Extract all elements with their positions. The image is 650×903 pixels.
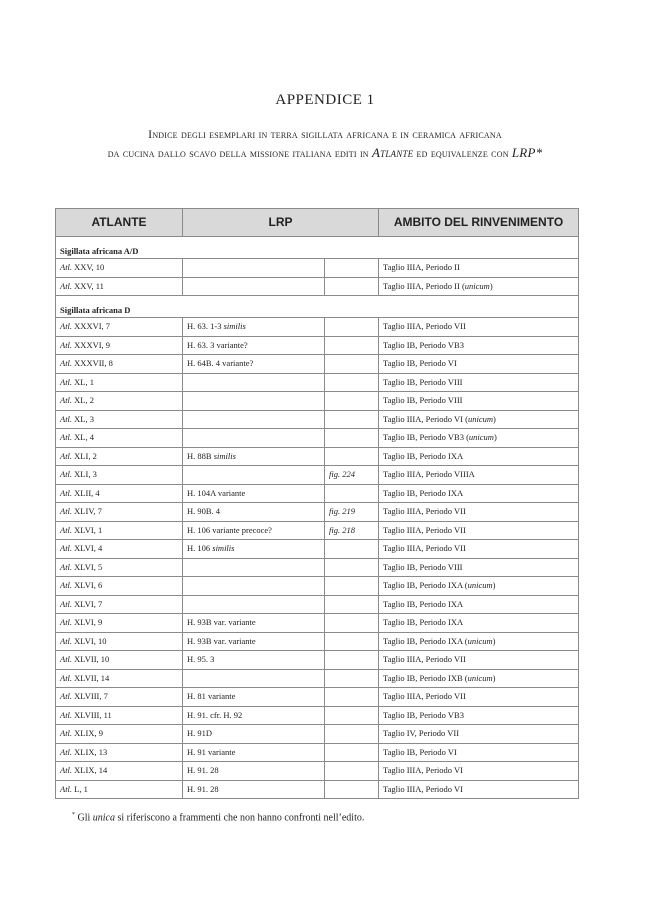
atlante-ref: XLVI, 5 — [72, 561, 103, 572]
ambito-value: Taglio IB, Periodo VI — [383, 358, 457, 369]
cell-ambito — [379, 632, 579, 651]
subtitle-line-2-mid: ed equivalenze con — [413, 146, 512, 160]
cell-ambito — [379, 373, 579, 392]
table-row — [56, 558, 579, 577]
lrp-value: H. 90B. 4 — [187, 506, 221, 517]
cell-fig — [325, 336, 379, 355]
atlante-abbr: Atl. — [60, 339, 73, 350]
cell-ambito — [379, 336, 579, 355]
subtitle-line-2 — [0, 145, 650, 161]
cell-lrp — [183, 373, 325, 392]
table-row — [56, 725, 579, 744]
footnote-marker: * — [72, 812, 75, 818]
cell-lrp — [183, 669, 325, 688]
atlante-abbr: Atl. — [60, 672, 73, 683]
atlante-ref: XLIX, 13 — [72, 746, 108, 757]
cell-atlante — [56, 688, 183, 707]
table-header-row — [56, 209, 579, 237]
cell-lrp — [183, 632, 325, 651]
table-row — [56, 632, 579, 651]
cell-atlante — [56, 466, 183, 485]
cell-lrp — [183, 706, 325, 725]
lrp-value: H. 91D — [187, 728, 213, 739]
atlante-abbr: Atl. — [60, 358, 73, 369]
cell-fig — [325, 688, 379, 707]
lrp-value: H. 91. cfr. H. 92 — [187, 709, 243, 720]
atlante-ref: XLVI, 6 — [72, 580, 103, 591]
table-row — [56, 503, 579, 522]
ambito-value: Taglio IB, Periodo VIII — [383, 376, 463, 387]
header-lrp: LRP — [183, 209, 379, 237]
ambito-value: Taglio IIIA, Periodo II ( — [383, 280, 465, 291]
section-title-row — [56, 304, 579, 318]
cell-lrp — [183, 503, 325, 522]
ambito-value: Taglio IB, Periodo VB3 — [383, 339, 464, 350]
cell-lrp — [183, 614, 325, 633]
cell-lrp — [183, 743, 325, 762]
atlante-abbr: Atl. — [60, 506, 73, 517]
cell-atlante — [56, 743, 183, 762]
footnote — [72, 812, 364, 823]
atlante-abbr: Atl. — [60, 413, 73, 424]
cell-ambito — [379, 614, 579, 633]
cell-atlante — [56, 706, 183, 725]
ambito-value: Taglio IB, Periodo IXA — [383, 598, 464, 609]
ambito-value: Taglio IIIA, Periodo VII — [383, 524, 466, 535]
ambito-close-paren: ) — [492, 580, 496, 591]
cell-lrp — [183, 466, 325, 485]
atlante-ref: XLVI, 10 — [72, 635, 107, 646]
atlante-ref: XLVI, 7 — [72, 598, 103, 609]
atlante-ref: XLVIII, 7 — [72, 691, 108, 702]
cell-lrp — [183, 277, 325, 296]
cell-fig — [325, 318, 379, 337]
cell-atlante — [56, 355, 183, 374]
ambito-note: unicum — [467, 635, 493, 646]
cell-fig: fig. 218 — [325, 521, 379, 540]
table-body — [56, 237, 579, 799]
ambito-value: Taglio IIIA, Periodo II — [383, 262, 460, 273]
cell-lrp — [183, 484, 325, 503]
cell-ambito — [379, 318, 579, 337]
cell-fig — [325, 410, 379, 429]
cell-atlante — [56, 669, 183, 688]
footnote-text: si riferiscono a frammenti che non hanno confronti nell’edito. — [115, 812, 365, 824]
cell-fig — [325, 725, 379, 744]
header-ambito: AMBITO DEL RINVENIMENTO — [379, 209, 579, 237]
ambito-note: unicum — [467, 580, 493, 591]
atlante-ref: XL, 4 — [72, 432, 95, 443]
cell-fig — [325, 669, 379, 688]
atlante-ref: XL, 2 — [72, 395, 95, 406]
cell-atlante — [56, 277, 183, 296]
ambito-value: Taglio IB, Periodo IXA — [383, 617, 464, 628]
ambito-value: Taglio IIIA, Periodo VI — [383, 765, 463, 776]
cell-lrp — [183, 595, 325, 614]
cell-ambito — [379, 466, 579, 485]
table-row — [56, 484, 579, 503]
ambito-close-paren: ) — [489, 280, 493, 291]
atlante-ref: XLVI, 4 — [72, 543, 103, 554]
atlante-abbr: Atl. — [60, 450, 73, 461]
cell-atlante — [56, 780, 183, 799]
cell-ambito — [379, 277, 579, 296]
cell-fig — [325, 277, 379, 296]
cell-fig — [325, 577, 379, 596]
index-table — [55, 208, 579, 799]
cell-fig: fig. 224 — [325, 466, 379, 485]
cell-atlante — [56, 577, 183, 596]
table-row — [56, 688, 579, 707]
footnote-prefix: Gli — [75, 812, 93, 824]
lrp-value: H. 93B var. variante — [187, 617, 256, 628]
cell-fig — [325, 392, 379, 411]
cell-ambito — [379, 484, 579, 503]
cell-fig — [325, 259, 379, 278]
cell-ambito — [379, 706, 579, 725]
atlante-ref: XXV, 10 — [72, 262, 105, 273]
cell-atlante — [56, 503, 183, 522]
spacer-cell — [56, 237, 579, 246]
page-title: APPENDICE 1 — [275, 92, 375, 108]
atlante-ref: XXXVI, 7 — [72, 321, 111, 332]
ambito-close-paren: ) — [492, 672, 496, 683]
ambito-close-paren: ) — [493, 432, 497, 443]
ambito-value: Taglio IIIA, Periodo VII — [383, 321, 466, 332]
lrp-value: H. 95. 3 — [187, 654, 215, 665]
lrp-note: similis — [223, 321, 246, 332]
lrp-value: H. 81 variante — [187, 691, 236, 702]
cell-lrp — [183, 259, 325, 278]
atlante-ref: XXXVI, 9 — [72, 339, 111, 350]
section-title: Sigillata africana D — [56, 304, 579, 318]
ambito-value: Taglio IB, Periodo VB3 ( — [383, 432, 469, 443]
cell-ambito — [379, 558, 579, 577]
cell-ambito — [379, 259, 579, 278]
cell-ambito — [379, 595, 579, 614]
table-row — [56, 392, 579, 411]
cell-fig — [325, 632, 379, 651]
cell-lrp — [183, 336, 325, 355]
subtitle-line-1: Indice degli esemplari in terra sigillata africana e in ceramica africana — [148, 127, 502, 141]
cell-lrp — [183, 558, 325, 577]
atlante-abbr: Atl. — [60, 321, 73, 332]
table-row — [56, 577, 579, 596]
ambito-value: Taglio IB, Periodo VIII — [383, 561, 463, 572]
table-row — [56, 614, 579, 633]
cell-ambito — [379, 355, 579, 374]
atlante-abbr: Atl. — [60, 617, 73, 628]
cell-atlante — [56, 614, 183, 633]
cell-lrp — [183, 762, 325, 781]
atlante-ref: XLI, 3 — [72, 469, 97, 480]
table-row — [56, 318, 579, 337]
cell-ambito — [379, 503, 579, 522]
atlante-ref: XL, 1 — [72, 376, 95, 387]
lrp-note: similis — [213, 450, 236, 461]
lrp-value: H. 106 variante precoce? — [187, 524, 272, 535]
cell-atlante — [56, 632, 183, 651]
cell-lrp — [183, 577, 325, 596]
subtitle-lrp: LRP* — [511, 145, 543, 160]
cell-atlante — [56, 336, 183, 355]
cell-fig — [325, 558, 379, 577]
cell-atlante — [56, 540, 183, 559]
cell-atlante — [56, 373, 183, 392]
cell-ambito — [379, 780, 579, 799]
atlante-ref: XLIX, 14 — [72, 765, 108, 776]
table-row — [56, 277, 579, 296]
cell-fig — [325, 762, 379, 781]
section-spacer — [56, 237, 579, 246]
lrp-value: H. 91. 28 — [187, 783, 219, 794]
table-row — [56, 706, 579, 725]
cell-ambito — [379, 447, 579, 466]
cell-atlante — [56, 318, 183, 337]
atlante-ref: XLVII, 10 — [72, 654, 110, 665]
atlante-abbr: Atl. — [60, 561, 73, 572]
atlante-ref: XLVII, 14 — [72, 672, 110, 683]
cell-ambito — [379, 577, 579, 596]
atlante-abbr: Atl. — [60, 280, 73, 291]
lrp-value: H. 106 — [187, 543, 213, 554]
atlante-abbr: Atl. — [60, 543, 73, 554]
table-row — [56, 651, 579, 670]
lrp-value: H. 63. 3 variante? — [187, 339, 248, 350]
cell-lrp — [183, 355, 325, 374]
atlante-abbr: Atl. — [60, 728, 73, 739]
ambito-value: Taglio IIIA, Periodo VII — [383, 691, 466, 702]
header-atlante: ATLANTE — [56, 209, 183, 237]
ambito-value: Taglio IB, Periodo IXA ( — [383, 635, 468, 646]
table-row — [56, 429, 579, 448]
ambito-value: Taglio IIIA, Periodo VI ( — [383, 413, 468, 424]
cell-atlante — [56, 762, 183, 781]
lrp-value: H. 91. 28 — [187, 765, 219, 776]
cell-ambito — [379, 651, 579, 670]
table-row — [56, 521, 579, 540]
cell-fig — [325, 614, 379, 633]
atlante-ref: XXXVII, 8 — [72, 358, 113, 369]
atlante-abbr: Atl. — [60, 262, 73, 273]
cell-lrp — [183, 318, 325, 337]
atlante-abbr: Atl. — [60, 691, 73, 702]
cell-fig — [325, 595, 379, 614]
cell-fig — [325, 373, 379, 392]
cell-atlante — [56, 521, 183, 540]
cell-ambito — [379, 669, 579, 688]
atlante-ref: XL, 3 — [72, 413, 95, 424]
cell-fig — [325, 447, 379, 466]
table-row — [56, 373, 579, 392]
ambito-value: Taglio IB, Periodo VIII — [383, 395, 463, 406]
ambito-value: Taglio IIIA, Periodo VII — [383, 654, 466, 665]
table-row — [56, 466, 579, 485]
atlante-abbr: Atl. — [60, 432, 73, 443]
spacer-cell — [56, 296, 579, 305]
lrp-value: H. 104A variante — [187, 487, 246, 498]
table-row — [56, 259, 579, 278]
cell-lrp — [183, 447, 325, 466]
ambito-value: Taglio IB, Periodo IXA ( — [383, 580, 468, 591]
cell-lrp — [183, 540, 325, 559]
cell-atlante — [56, 410, 183, 429]
table-row — [56, 595, 579, 614]
cell-fig: fig. 219 — [325, 503, 379, 522]
atlante-ref: XLIX, 9 — [72, 728, 103, 739]
atlante-ref: L, 1 — [72, 783, 88, 794]
atlante-abbr: Atl. — [60, 580, 73, 591]
table-row — [56, 540, 579, 559]
cell-atlante — [56, 429, 183, 448]
cell-fig — [325, 651, 379, 670]
cell-atlante — [56, 558, 183, 577]
ambito-note: unicum — [464, 280, 490, 291]
atlante-abbr: Atl. — [60, 746, 73, 757]
cell-lrp — [183, 410, 325, 429]
atlante-abbr: Atl. — [60, 376, 73, 387]
cell-fig — [325, 706, 379, 725]
atlante-abbr: Atl. — [60, 395, 73, 406]
cell-atlante — [56, 725, 183, 744]
atlante-abbr: Atl. — [60, 654, 73, 665]
section-spacer — [56, 296, 579, 305]
atlante-abbr: Atl. — [60, 635, 73, 646]
atlante-ref: XLIV, 7 — [72, 506, 102, 517]
atlante-ref: XLVI, 1 — [72, 524, 103, 535]
ambito-close-paren: ) — [492, 635, 496, 646]
atlante-abbr: Atl. — [60, 709, 73, 720]
table-row — [56, 743, 579, 762]
ambito-note: unicum — [468, 432, 494, 443]
ambito-value: Taglio IIIA, Periodo VII — [383, 506, 466, 517]
ambito-value: Taglio IIIA, Periodo VII — [383, 543, 466, 554]
table-row — [56, 447, 579, 466]
atlante-abbr: Atl. — [60, 469, 73, 480]
ambito-value: Taglio IIIA, Periodo VI — [383, 783, 463, 794]
subtitle-atlante: Atlante — [372, 145, 414, 160]
cell-ambito — [379, 688, 579, 707]
cell-fig — [325, 780, 379, 799]
ambito-close-paren: ) — [492, 413, 496, 424]
cell-lrp — [183, 392, 325, 411]
ambito-value: Taglio IB, Periodo VB3 — [383, 709, 464, 720]
section-title: Sigillata africana A/D — [56, 245, 579, 259]
cell-ambito — [379, 762, 579, 781]
atlante-abbr: Atl. — [60, 487, 73, 498]
atlante-ref: XLVI, 9 — [72, 617, 103, 628]
ambito-note: unicum — [467, 413, 493, 424]
cell-fig — [325, 484, 379, 503]
cell-atlante — [56, 259, 183, 278]
cell-ambito — [379, 540, 579, 559]
table-row — [56, 336, 579, 355]
atlante-ref: XLVIII, 11 — [72, 709, 112, 720]
cell-ambito — [379, 410, 579, 429]
cell-lrp — [183, 780, 325, 799]
cell-atlante — [56, 447, 183, 466]
cell-atlante — [56, 484, 183, 503]
ambito-value: Taglio IIIA, Periodo VIIIA — [383, 469, 475, 480]
atlante-abbr: Atl. — [60, 598, 73, 609]
ambito-value: Taglio IV, Periodo VII — [383, 728, 460, 739]
atlante-ref: XXV, 11 — [72, 280, 104, 291]
cell-ambito — [379, 521, 579, 540]
table-row — [56, 780, 579, 799]
cell-atlante — [56, 392, 183, 411]
lrp-value: H. 93B var. variante — [187, 635, 256, 646]
ambito-value: Taglio IB, Periodo IXB ( — [383, 672, 468, 683]
lrp-value: H. 88B — [187, 450, 214, 461]
cell-lrp — [183, 429, 325, 448]
cell-ambito — [379, 725, 579, 744]
cell-lrp — [183, 651, 325, 670]
atlante-abbr: Atl. — [60, 524, 73, 535]
table-row — [56, 410, 579, 429]
cell-ambito — [379, 743, 579, 762]
ambito-value: Taglio IB, Periodo IXA — [383, 450, 464, 461]
ambito-value: Taglio IB, Periodo IXA — [383, 487, 464, 498]
cell-atlante — [56, 595, 183, 614]
section-title-row — [56, 245, 579, 259]
cell-ambito — [379, 392, 579, 411]
cell-lrp — [183, 725, 325, 744]
table-row — [56, 355, 579, 374]
cell-fig — [325, 743, 379, 762]
atlante-ref: XLI, 2 — [72, 450, 97, 461]
subtitle-line-2-prefix: da cucina dallo scavo della missione italiana editi in — [107, 146, 372, 160]
lrp-note: similis — [212, 543, 235, 554]
cell-fig — [325, 540, 379, 559]
atlante-abbr: Atl. — [60, 765, 73, 776]
table-row — [56, 669, 579, 688]
atlante-abbr: Atl. — [60, 783, 73, 794]
table-row — [56, 762, 579, 781]
cell-atlante — [56, 651, 183, 670]
cell-ambito — [379, 429, 579, 448]
lrp-value: H. 91 variante — [187, 746, 236, 757]
cell-fig — [325, 429, 379, 448]
cell-fig — [325, 355, 379, 374]
footnote-emph: unica — [92, 812, 115, 824]
lrp-value: H. 63. 1-3 — [187, 321, 224, 332]
cell-lrp — [183, 688, 325, 707]
atlante-ref: XLII, 4 — [72, 487, 100, 498]
lrp-value: H. 64B. 4 variante? — [187, 358, 254, 369]
ambito-note: unicum — [467, 672, 493, 683]
ambito-value: Taglio IB, Periodo VI — [383, 746, 457, 757]
cell-lrp — [183, 521, 325, 540]
